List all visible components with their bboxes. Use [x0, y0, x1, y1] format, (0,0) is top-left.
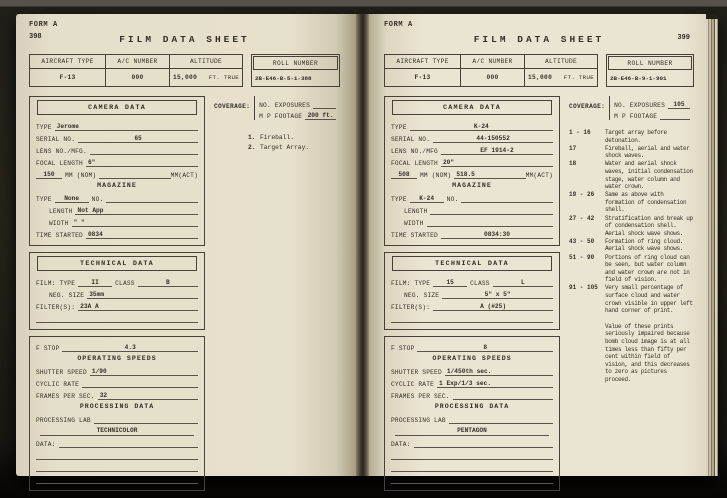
- field-value: 32: [98, 392, 198, 401]
- field-value: [59, 447, 198, 449]
- field-value: [427, 226, 553, 228]
- coverage-text: Target array before detonation.: [605, 129, 667, 144]
- field-label: LENGTH: [49, 207, 73, 215]
- field-value: [414, 447, 553, 449]
- field-value: K-24: [410, 123, 553, 132]
- field-value: B: [138, 279, 198, 288]
- field-value: 8: [417, 344, 553, 353]
- field-value: 5" x 5": [442, 291, 553, 300]
- field-value: L: [493, 279, 553, 288]
- field-label: MM(ACT): [170, 171, 198, 179]
- camera-data-title: CAMERA DATA: [37, 100, 197, 115]
- info-table: [29, 54, 243, 87]
- coverage-fields: [254, 96, 340, 120]
- coverage-range: 1 - 16: [569, 129, 591, 136]
- field-value: [453, 399, 553, 401]
- field-label: FOCAL LENGTH: [36, 159, 83, 167]
- field-value: 0834: [86, 231, 198, 240]
- field-label: FILTER(S):: [36, 303, 76, 311]
- field-label: FILM: TYPE: [36, 279, 76, 287]
- processing-lab-name: PENTAGON: [395, 424, 549, 436]
- field-label: LENGTH: [404, 207, 428, 215]
- blank-line: [36, 311, 198, 323]
- blank-line: [391, 460, 553, 472]
- operating-processing-box: [29, 336, 205, 491]
- coverage-range: 19 - 26: [569, 191, 595, 199]
- coverage-section: [569, 96, 694, 120]
- left-column: [384, 96, 560, 491]
- info-table: [384, 54, 598, 87]
- processing-data-heading: PROCESSING DATA: [434, 403, 510, 410]
- field-label: PROCESSING LAB: [391, 416, 446, 424]
- page-left: [16, 14, 356, 476]
- coverage-list: [248, 134, 340, 154]
- field-value: 23A A: [78, 303, 198, 312]
- field-label: LENS NO./MFG: [391, 147, 438, 155]
- page-header: [384, 21, 694, 49]
- field-label: TYPE: [36, 123, 52, 131]
- field-value: 65: [78, 135, 198, 144]
- field-label: M P FOOTAGE: [259, 112, 303, 120]
- coverage-label: COVERAGE:: [214, 103, 251, 110]
- coverage-item: [569, 191, 694, 214]
- altitude-header: ALTITUDE: [170, 55, 242, 69]
- field-label: TYPE: [36, 195, 52, 203]
- field-value: 20": [441, 159, 553, 168]
- field-label: WIDTH: [404, 219, 424, 227]
- coverage-text: Portions of ring cloud can be seen, but water column and water crown are not in field of vision.: [605, 253, 690, 284]
- roll-number-header: ROLL NUMBER: [608, 56, 692, 70]
- coverage-text: Same as above with formation of condensation shell.: [605, 191, 687, 214]
- field-value: A (#25): [433, 303, 553, 312]
- right-column: [560, 96, 694, 491]
- form-label: FORM A: [29, 21, 58, 29]
- coverage-item-text: Target Array.: [260, 144, 310, 151]
- field-label: F STOP: [36, 344, 60, 352]
- info-row: [29, 54, 340, 87]
- field-label: DATA:: [36, 440, 56, 448]
- field-value: 1 Exp/1/3 sec.: [437, 380, 553, 389]
- field-value: 200 ft.: [305, 112, 336, 121]
- field-label: FRAMES PER SEC.: [36, 392, 95, 400]
- field-value: 35mm: [87, 291, 198, 300]
- coverage-fields: [609, 96, 694, 120]
- altitude-value: [170, 69, 242, 86]
- field-value: 518.5: [454, 171, 525, 180]
- field-label: CLASS: [115, 279, 135, 287]
- field-label: MM (NOM): [420, 171, 452, 179]
- blank-line: [36, 448, 198, 460]
- aircraft-type-value: F-13: [30, 69, 106, 86]
- processing-lab-name: TECHNICOLOR: [40, 424, 194, 436]
- camera-data-box: [384, 96, 560, 246]
- camera-data-title: CAMERA DATA: [392, 100, 552, 115]
- field-label: FRAMES PER SEC.: [391, 392, 450, 400]
- field-value: [106, 202, 198, 204]
- field-label: F STOP: [391, 344, 415, 352]
- technical-data-box: [29, 252, 205, 330]
- open-book: [16, 14, 718, 476]
- blank-line: [36, 472, 198, 484]
- field-label: SHUTTER SPEED: [391, 368, 442, 376]
- blank-line: [391, 448, 553, 460]
- page-header: [29, 21, 340, 49]
- coverage-item: [569, 238, 694, 253]
- field-label: FOCAL LENGTH: [391, 159, 438, 167]
- technical-data-title: TECHNICAL DATA: [37, 256, 197, 271]
- field-value: Jerome: [55, 123, 198, 132]
- blank-line: [391, 311, 553, 323]
- field-value: [82, 387, 198, 389]
- field-label: M P FOOTAGE: [614, 112, 658, 120]
- field-label: TYPE: [391, 123, 407, 131]
- field-value: [430, 214, 553, 216]
- field-value: [461, 202, 553, 204]
- roll-number-box: [251, 54, 340, 87]
- sheet-title: FILM DATA SHEET: [473, 34, 605, 45]
- aircraft-type-value: F-13: [385, 69, 461, 86]
- field-value: [94, 423, 198, 425]
- coverage-list: [569, 129, 694, 315]
- ac-number-header: A/C NUMBER: [461, 55, 525, 69]
- coverage-range: 43 - 50: [569, 237, 595, 245]
- magazine-heading: MAGAZINE: [97, 182, 137, 189]
- field-value: 6": [86, 159, 198, 168]
- coverage-item-number: 2.: [248, 144, 256, 151]
- roll-number-value: 2B-E46-B-9-1-901: [610, 75, 667, 82]
- field-label: LENS NO./MFG.: [36, 147, 87, 155]
- field-label: MM(ACT): [525, 171, 553, 179]
- coverage-range: 51 - 90: [569, 253, 595, 261]
- coverage-text: Fireball, aerial and water shock waves.: [605, 144, 690, 160]
- blank-line: [36, 460, 198, 472]
- coverage-note: Value of these prints seriously impaired because bomb cloud image is at all times less than fifty per cent within field of vision, and this decreases to zero as pictures proceed.: [605, 322, 690, 383]
- field-value: [660, 119, 690, 121]
- page-right: [369, 14, 706, 476]
- field-value: 0834:30: [441, 231, 553, 240]
- page-number: 398: [29, 33, 42, 41]
- technical-data-title: TECHNICAL DATA: [392, 256, 552, 271]
- field-value: Not App: [75, 207, 198, 216]
- field-label: NEG. SIZE: [49, 291, 85, 299]
- altitude-unit: FT. TRUE: [563, 74, 594, 81]
- altitude-number: 15,000: [173, 74, 198, 81]
- coverage-item: [248, 144, 340, 154]
- field-label: TIME STARTED: [36, 231, 83, 239]
- field-label: PROCESSING LAB: [36, 416, 91, 424]
- operating-processing-box: [384, 336, 560, 491]
- ac-number-value: 000: [461, 69, 525, 86]
- coverage-range: 18: [569, 160, 577, 168]
- info-row: [384, 54, 694, 87]
- processing-data-heading: PROCESSING DATA: [79, 403, 155, 410]
- coverage-item-number: 1.: [248, 134, 256, 141]
- book-gutter: [356, 14, 369, 476]
- coverage-section: [214, 96, 340, 120]
- field-label: SHUTTER SPEED: [36, 368, 87, 376]
- field-value: 1/90: [90, 368, 198, 377]
- field-value: 15: [433, 279, 467, 288]
- coverage-range: 91 - 105: [569, 284, 598, 292]
- altitude-header: ALTITUDE: [525, 55, 597, 69]
- operating-speeds-heading: OPERATING SPEEDS: [432, 355, 512, 362]
- field-label: DATA:: [391, 440, 411, 448]
- page-main: [384, 96, 694, 491]
- field-label: CYCLIC RATE: [36, 380, 80, 388]
- field-value: K-24: [410, 195, 444, 204]
- page-main: [29, 96, 340, 491]
- coverage-item: [248, 134, 340, 144]
- field-value: EF 1914-2: [441, 147, 553, 156]
- field-value: [449, 423, 553, 425]
- roll-number-header: ROLL NUMBER: [253, 56, 338, 70]
- field-value: II: [78, 279, 112, 288]
- magazine-heading: MAGAZINE: [452, 182, 492, 189]
- coverage-range: 17: [569, 144, 577, 152]
- aircraft-type-header: AIRCRAFT TYPE: [30, 55, 106, 69]
- field-label: NO.: [91, 195, 104, 203]
- field-label: SERIAL NO.: [391, 135, 431, 143]
- ac-number-value: 000: [106, 69, 170, 86]
- field-value: 150: [36, 171, 62, 180]
- field-label: NO. EXPOSURES: [614, 101, 665, 109]
- blank-line: [391, 472, 553, 484]
- field-value: [313, 108, 336, 110]
- coverage-label: COVERAGE:: [569, 103, 606, 110]
- coverage-text: Stratification and break up of condensation shell. Aerial shock wave shows.: [605, 214, 693, 237]
- field-label: CYCLIC RATE: [391, 380, 435, 388]
- coverage-item: [569, 215, 694, 238]
- field-label: NO. EXPOSURES: [259, 101, 310, 109]
- field-label: MM (NOM): [65, 171, 97, 179]
- coverage-text: Water and aerial shock waves, initial condensation stage, water column and water crown.: [605, 160, 693, 191]
- field-label: CLASS: [470, 279, 490, 287]
- right-column: [205, 96, 340, 491]
- field-label: NEG. SIZE: [404, 291, 440, 299]
- coverage-item: [569, 129, 694, 144]
- field-label: NO.: [446, 195, 459, 203]
- coverage-item: [569, 284, 694, 314]
- camera-data-box: [29, 96, 205, 246]
- field-value: [90, 154, 198, 156]
- book-page-edges: [706, 19, 718, 476]
- field-value: 4.3: [62, 344, 198, 353]
- coverage-text: Very small percentage of surface cloud and water crown visible in upper left hand corner of print.: [605, 284, 693, 315]
- ac-number-header: A/C NUMBER: [106, 55, 170, 69]
- field-value: " ": [72, 219, 198, 228]
- coverage-range: 27 - 42: [569, 214, 595, 222]
- coverage-item: [569, 254, 694, 284]
- field-label: FILTER(S):: [391, 303, 431, 311]
- field-value: 1/450th sec.: [445, 368, 553, 377]
- field-label: SERIAL NO.: [36, 135, 76, 143]
- field-value: 508: [391, 171, 417, 180]
- field-label: TYPE: [391, 195, 407, 203]
- field-label: WIDTH: [49, 219, 69, 227]
- operating-speeds-heading: OPERATING SPEEDS: [77, 355, 157, 362]
- field-value: 44-150552: [433, 135, 553, 144]
- technical-data-box: [384, 252, 560, 330]
- altitude-unit: FT. TRUE: [208, 74, 239, 81]
- altitude-number: 15,000: [528, 74, 553, 81]
- coverage-text: Formation of ring cloud. Aerial shock wave shows.: [605, 237, 684, 253]
- field-value: [99, 178, 170, 180]
- page-number: 399: [677, 34, 690, 42]
- altitude-value: [525, 69, 597, 86]
- field-label: FILM: TYPE: [391, 279, 431, 287]
- roll-number-box: [606, 54, 694, 87]
- aircraft-type-header: AIRCRAFT TYPE: [385, 55, 461, 69]
- form-label: FORM A: [384, 21, 413, 29]
- coverage-item: [569, 160, 694, 190]
- sheet-title: FILM DATA SHEET: [119, 34, 250, 45]
- coverage-item-text: Fireball.: [260, 134, 295, 141]
- roll-number-value: 2B-E46-B-5-1-388: [255, 75, 312, 82]
- left-column: [29, 96, 205, 491]
- field-value: None: [55, 195, 89, 204]
- field-value: 105: [668, 101, 690, 110]
- coverage-item: [569, 145, 694, 160]
- field-label: TIME STARTED: [391, 231, 438, 239]
